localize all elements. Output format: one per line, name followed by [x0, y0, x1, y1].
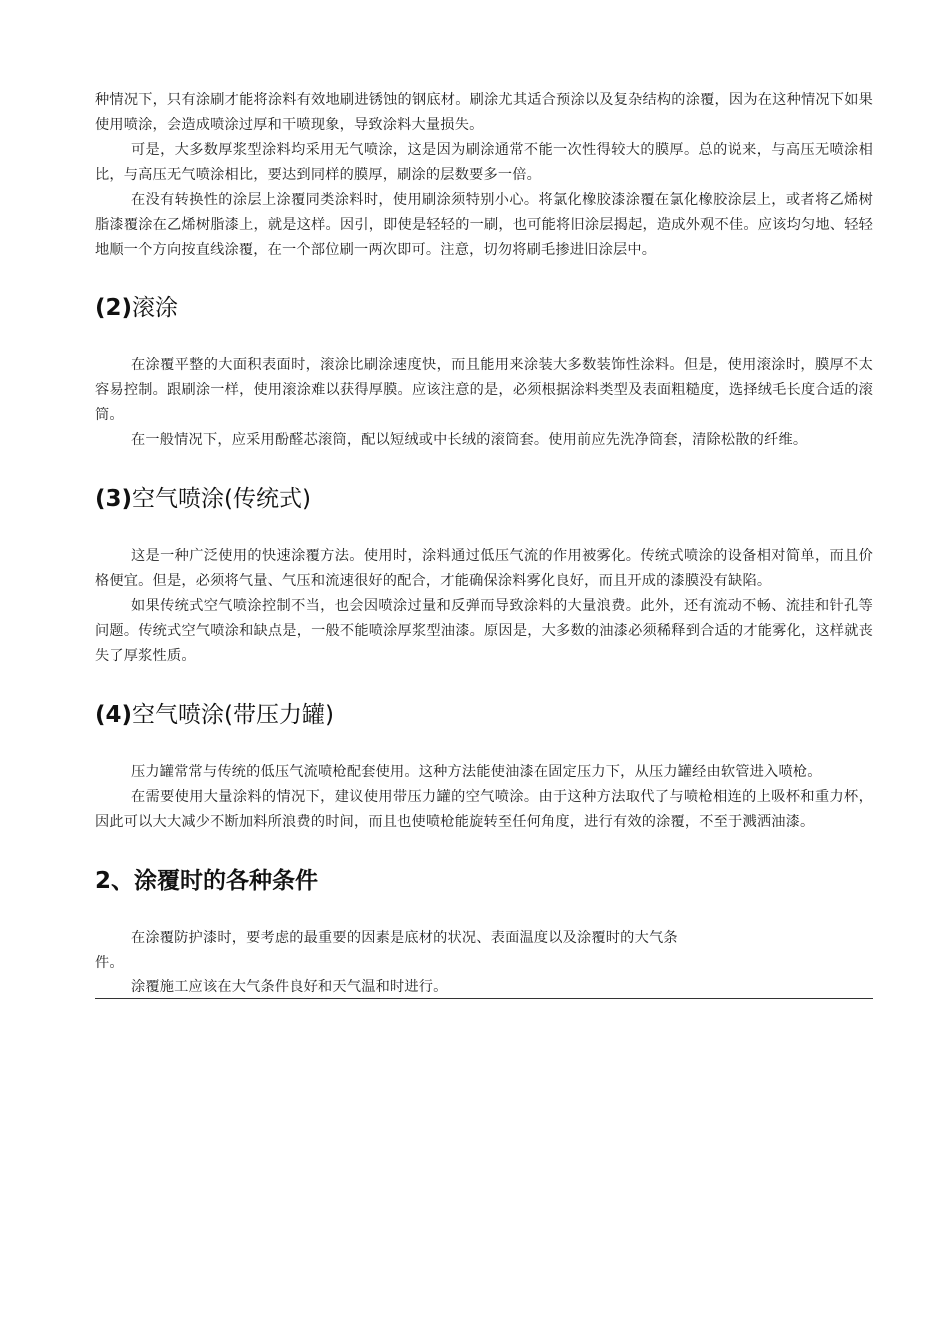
body-paragraph: 在涂覆防护漆时，要考虑的最重要的因素是底材的状况、表面温度以及涂覆时的大气条	[131, 930, 678, 946]
section-heading-rolling	[95, 293, 873, 323]
body-paragraph: 在一般情况下，应采用酚醛芯滚筒，配以短绒或中长绒的滚筒套。使用前应先洗净筒套，清除松散的纤维。	[131, 432, 808, 448]
section-heading-pressure-tank	[95, 700, 873, 730]
document-page	[95, 88, 873, 999]
body-paragraph: 在没有转换性的涂层上涂覆同类涂料时，使用刷涂须特别小心。将氯化橡胶漆涂覆在氯化橡胶涂层上，或者将乙烯树脂漆覆涂在乙烯树脂漆上，就是这样。因引，即使是轻轻的一刷，也可能将旧涂层揭起，造成外观不佳。应该均匀地、轻轻地顺一个方向按直线涂覆，在一个部位刷一两次即可。注意，切勿将刷毛掺进旧涂层中。	[95, 192, 873, 258]
body-paragraph: 种情况下，只有涂刷才能将涂料有效地刷进锈蚀的钢底材。刷涂尤其适合预涂以及复杂结构的涂覆，因为在这种情况下如果使用喷涂，会造成喷涂过厚和干喷现象，导致涂料大量损失。	[95, 92, 873, 133]
section-title: 空气喷涂(传统式)	[132, 486, 311, 512]
body-paragraph-continuation: 件。	[95, 955, 124, 971]
body-paragraph: 压力罐常常与传统的低压气流喷枪配套使用。这种方法能使油漆在固定压力下，从压力罐经由软管进入喷枪。	[131, 764, 822, 780]
body-paragraph: 可是，大多数厚浆型涂料均采用无气喷涂，这是因为刷涂通常不能一次性得较大的膜厚。总的说来，与高压无喷涂相比，与高压无气喷涂相比，要达到同样的膜厚，刷涂的层数要多一倍。	[95, 142, 873, 183]
section-heading-air-spray	[95, 484, 873, 514]
section-number: (4)	[95, 702, 133, 728]
chapter-heading-conditions: 2、涂覆时的各种条件	[95, 868, 319, 894]
body-paragraph: 在需要使用大量涂料的情况下，建议使用带压力罐的空气喷涂。由于这种方法取代了与喷枪相连的上吸杯和重力杯，因此可以大大减少不断加料所浪费的时间，而且也使喷枪能旋转至任何角度，进行有效的涂覆，不至于溅洒油漆。	[95, 789, 873, 830]
body-paragraph: 这是一种广泛使用的快速涂覆方法。使用时，涂料通过低压气流的作用被雾化。传统式喷涂的设备相对简单，而且价格便宜。但是，必须将气量、气压和流速很好的配合，才能确保涂料雾化良好，而且开成的漆膜没有缺陷。	[95, 548, 873, 589]
section-title: 滚涂	[132, 295, 179, 321]
body-paragraph: 在涂覆平整的大面积表面时，滚涂比刷涂速度快，而且能用来涂装大多数装饰性涂料。但是，使用滚涂时，膜厚不太容易控制。跟刷涂一样，使用滚涂难以获得厚膜。应该注意的是，必须根据涂料类型及表面粗糙度，选择绒毛长度合适的滚筒。	[95, 357, 873, 423]
body-paragraph: 如果传统式空气喷涂控制不当，也会因喷涂过量和反弹而导致涂料的大量浪费。此外，还有流动不畅、流挂和针孔等问题。传统式空气喷涂和缺点是，一般不能喷涂厚浆型油漆。原因是，大多数的油漆必须稀释到合适的才能雾化，这样就丧失了厚浆性质。	[95, 598, 873, 664]
section-number: (3)	[95, 486, 133, 512]
body-paragraph: 涂覆施工应该在大气条件良好和天气温和时进行。	[95, 976, 873, 999]
section-title: 空气喷涂(带压力罐)	[132, 702, 334, 728]
section-number: (2)	[95, 295, 133, 321]
